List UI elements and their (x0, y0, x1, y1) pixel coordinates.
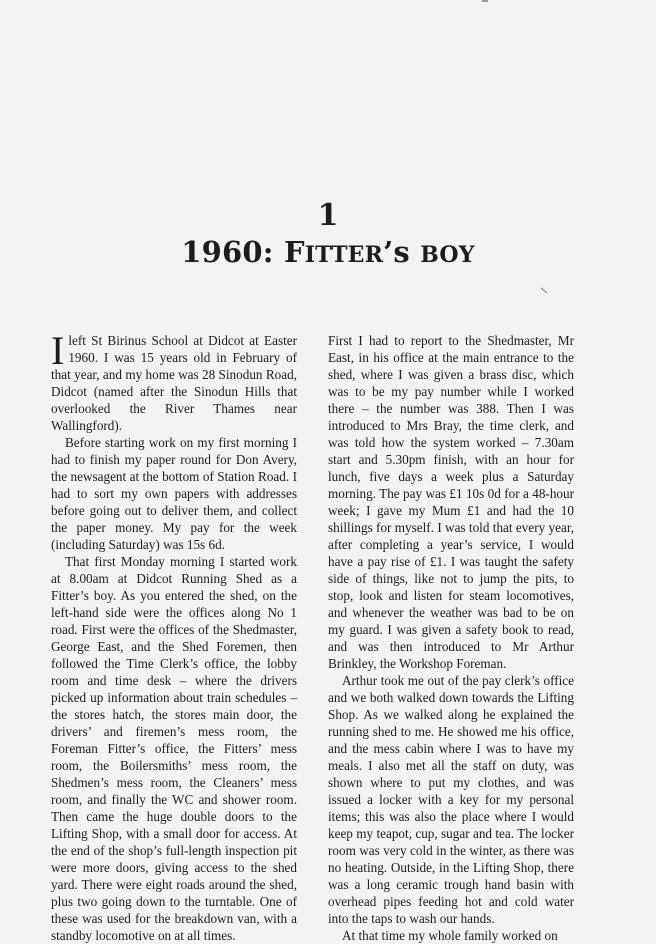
paragraph: First I had to report to the Shedmaster, Mr East, in his office at the main entrance to the shed, where I was given a brass disc, which was to be my pay number while I worked there – the number was 388. Then I was introduced to Mrs Bray, the time clerk, and was told how the system worked – 7.30am start and 5.30pm finish, with an hour for lunch, five days a week plus a Saturday morning. The pay was £1 10s 0d for a 48-hour week; I gave my Mum £1 and had the 10 shillings for myself. I was told that every year, after completing a year’s service, I would have a pay rise of £1. I was taught the safety side of things, like not to jump the pits, to stop, look and listen for steam locomotives, and whenever the weather was bad to be on my guard. I was given a safety book to read, and was then introduced to Mr Arthur Brinkley, the Workshop Foreman. (328, 333, 574, 671)
paragraph: That first Monday morning I started work at 8.00am at Didcot Running Shed as a Fitter’s boy. As you entered the shed, on the left-hand side were the offices along No 1 road. First were the offices of the Shedmaster, George East, and the Shed Foremen, then followed the Time Clerk’s office, the lobby room and time desk – where the drivers picked up information about train schedules – the stores hatch, the stores main door, the drivers’ and firemen’s mess room, the Foreman Fitter’s office, the Fitters’ mess room, the Boilersmiths’ mess room, the Shedmen’s mess room, the Cleaners’ mess room, and finally the WC and shower room. Then came the huge double doors to the Lifting Shop, with a small door for access. At the end of the shop’s full-length inspection pit were more doors, giving access to the shed yard. There were eight roads around the shed, plus two going down to the turntable. One of these was used for the breakdown van, with a standby locomotive on at all times. (51, 554, 297, 943)
chapter-title (0, 234, 656, 273)
chapter-title-apostrophe: ’s (383, 235, 421, 269)
right-column (328, 332, 574, 944)
left-column (51, 328, 297, 944)
chapter-number: 1 (317, 198, 339, 233)
paragraph (51, 328, 297, 434)
page-mark (482, 0, 488, 2)
paragraph: Before starting work on my first morning I had to finish my paper round for Don Avery, the newsagent at the bottom of Station Road. I had to sort my own papers with addresses before going out to deliver them, and collect the paper money. My pay for the week (including Saturday) was 15s 6d. (51, 435, 297, 552)
drop-cap: I (51, 328, 65, 373)
chapter-title-smallcaps-1: ITTER (304, 242, 384, 268)
paragraph-text: left St Birinus School at Didcot at Easter 1960. I was 15 years old in February of that year, and my home was 28 Sinodun Road, Didcot (named after the Sinodun Hills that overlooked the River Thames near Wallingford). (51, 333, 297, 433)
chapter-title-smallcaps-2: BOY (420, 242, 475, 268)
paragraph: At that time my whole family worked on (342, 928, 558, 943)
chapter-title-main: 1960: F (181, 235, 305, 269)
page-speck (541, 288, 548, 294)
paragraph: Arthur took me out of the pay clerk’s office and we both walked down towards the Lifting Shop. As we walked along he explained the running shed to me. He showed me his office, and the mess cabin where I was to have my meals. I also met all the staff on duty, was shown where to put my clothes, and was issued a locker with a key for my personal items; this was also the place where I would keep my teapot, cup, sugar and tea. The locker room was very cold in the winter, as there was no heating. Outside, in the Lifting Shop, there was a long ceramic trough hand basin with overhead pipes feeding hot and cold water into the taps to wash our hands. (328, 673, 574, 926)
